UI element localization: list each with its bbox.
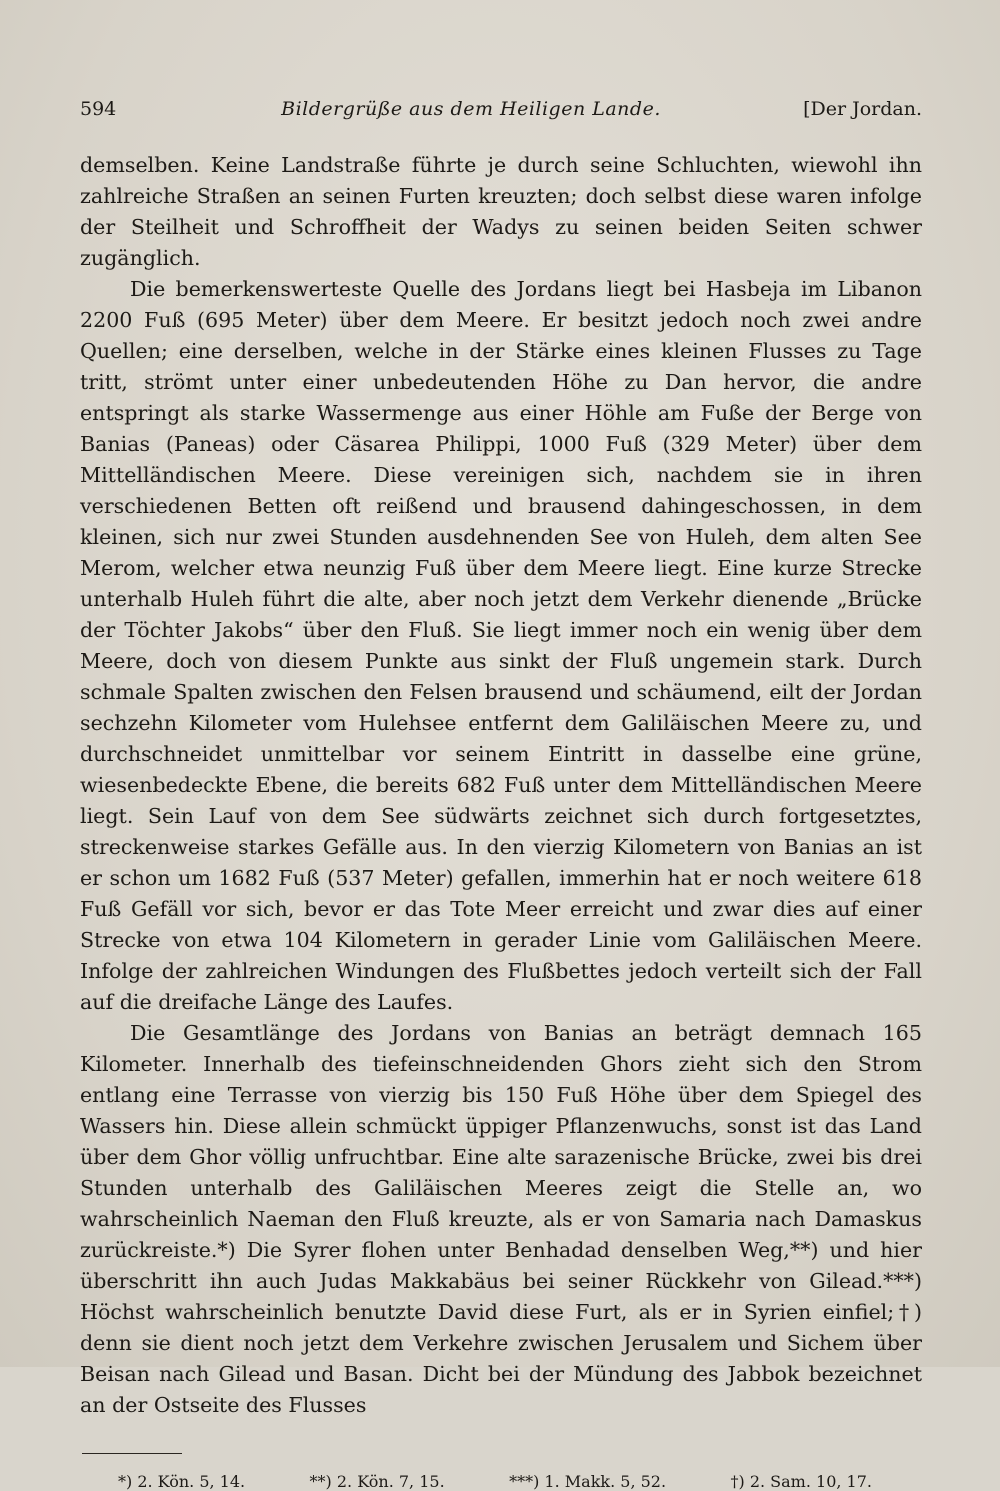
running-title: Bildergrüße aus dem Heiligen Lande. (281, 98, 661, 120)
paragraph-length: Die Gesamtlänge des Jordans von Banias an beträgt demnach 165 Kilometer. Innerhalb des tiefeinschneidenden Ghors zieht sich den Strom entlang eine Terrasse von vierzig bis 150 Fuß Höhe über dem Spiegel des Wassers hin. Diese allein schmückt üppiger Pflanzenwuchs, sonst ist das Land über dem Ghor völlig unfruchtbar. Eine alte sarazenische Brücke, zwei bis drei Stunden unterhalb des Galiläischen Meeres zeigt die Stelle an, wo wahrscheinlich Naeman den Fluß kreuzte, als er von Samaria nach Damaskus zurückreiste.*) Die Syrer flohen unter Benhadad denselben Weg,**) und hier überschritt ihn auch Judas Makkabäus bei seiner Rückkehr von Gilead.***) Höchst wahrscheinlich benutzte David diese Furt, als er in Syrien einfiel;†) denn sie dient noch jetzt dem Verkehre zwischen Jerusalem und Sichem über Beisan nach Gilead und Basan. Dicht bei der Mündung des Jabbok bezeichnet an der Ostseite des Flusses (80, 1021, 922, 1417)
section-title: [Der Jordan. (803, 98, 922, 120)
footnotes (80, 1472, 922, 1491)
page-number: 594 (80, 98, 117, 120)
footnote-2: **) 2. Kön. 7, 15. (309, 1472, 445, 1491)
footnote-divider (82, 1453, 182, 1454)
page-body (80, 150, 922, 1421)
paragraph-continued: demselben. Keine Landstraße führte je durch seine Schluchten, wiewohl ihn zahlreiche Straßen an seinen Furten kreuzten; doch selbst diese waren infolge der Steilheit und Schroffheit der Wadys zu seinen beiden Seiten schwer zugänglich. (80, 153, 922, 270)
paragraph-sources: Die bemerkenswerteste Quelle des Jordans liegt bei Hasbeja im Libanon 2200 Fuß (695 Meter) über dem Meere. Er besitzt jedoch noch zwei andre Quellen; eine derselben, welche in der Stärke eines kleinen Flusses zu Tage tritt, strömt unter einer unbedeutenden Höhe zu Dan hervor, die andre entspringt als starke Wassermenge aus einer Höhle am Fuße der Berge von Banias (Paneas) oder Cäsarea Philippi, 1000 Fuß (329 Meter) über dem Mittelländischen Meere. Diese vereinigen sich, nachdem sie in ihren verschiedenen Betten oft reißend und brausend dahingeschossen, in dem kleinen, sich nur zwei Stunden ausdehnenden See von Huleh, dem alten See Merom, welcher etwa neunzig Fuß über dem Meere liegt. Eine kurze Strecke unterhalb Huleh führt die alte, aber noch jetzt dem Verkehr dienende „Brücke der Töchter Jakobs“ über den Fluß. Sie liegt immer noch ein wenig über dem Meere, doch von diesem Punkte aus sinkt der Fluß ungemein stark. Durch schmale Spalten zwischen den Felsen brausend und schäumend, eilt der Jordan sechzehn Kilometer vom Hulehsee entfernt dem Galiläischen Meere zu, und durchschneidet unmittelbar vor seinem Eintritt in dasselbe eine grüne, wiesenbedeckte Ebene, die bereits 682 Fuß unter dem Mittelländischen Meere liegt. Sein Lauf von dem See südwärts zeichnet sich durch fortgesetztes, streckenweise starkes Gefälle aus. In den vierzig Kilometern von Banias an ist er schon um 1682 Fuß (537 Meter) gefallen, immerhin hat er noch weitere 618 Fuß Gefäll vor sich, bevor er das Tote Meer erreicht und zwar dies auf einer Strecke von etwa 104 Kilometern in gerader Linie vom Galiläischen Meere. Infolge der zahlreichen Windungen des Flußbettes jedoch verteilt sich der Fall auf die dreifache Länge des Laufes. (80, 277, 922, 1014)
footnote-1: *) 2. Kön. 5, 14. (118, 1472, 246, 1491)
running-header (80, 98, 922, 120)
footnote-3: ***) 1. Makk. 5, 52. (509, 1472, 667, 1491)
footnote-4: †) 2. Sam. 10, 17. (730, 1472, 872, 1491)
